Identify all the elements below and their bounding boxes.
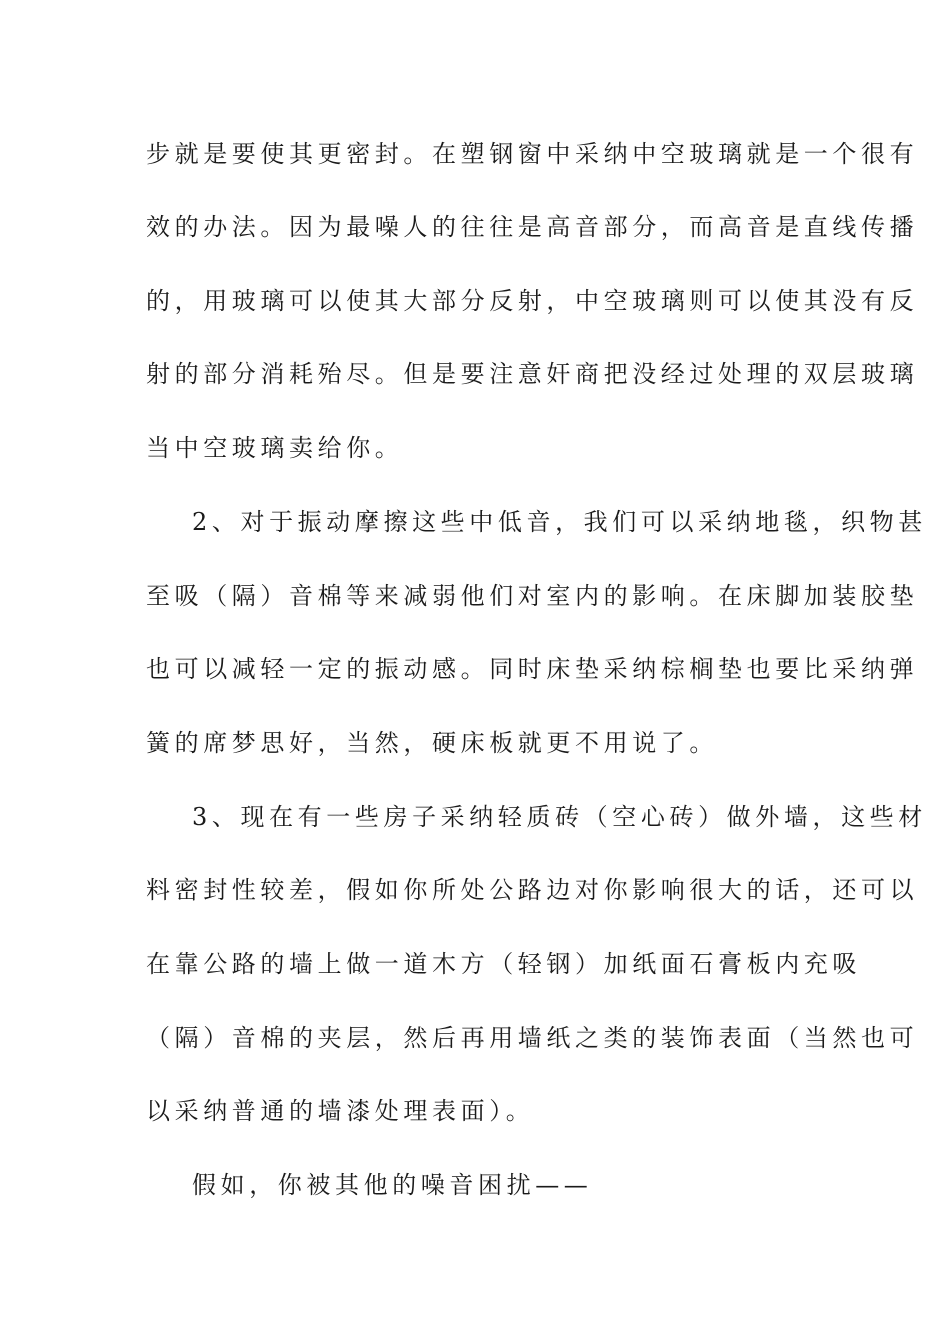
text-line: 2、对于振动摩擦这些中低音，我们可以采纳地毯，织物甚 (192, 508, 927, 536)
text-line: 步就是要使其更密封。在塑钢窗中采纳中空玻璃就是一个很有 (146, 140, 919, 168)
text-line: 至吸（隔）音棉等来减弱他们对室内的影响。在床脚加装胶垫 (146, 582, 919, 610)
text-line: 以采纳普通的墙漆处理表面）。 (146, 1097, 535, 1125)
text-line: 的，用玻璃可以使其大部分反射，中空玻璃则可以使其没有反 (146, 287, 919, 315)
text-line: 射的部分消耗殆尽。但是要注意奸商把没经过处理的双层玻璃 (146, 360, 919, 388)
text-line: 料密封性较差，假如你所处公路边对你影响很大的话，还可以 (146, 876, 919, 904)
text-line: 也可以减轻一定的振动感。同时床垫采纳棕榈垫也要比采纳弹 (146, 655, 919, 683)
text-line: 在靠公路的墙上做一道木方（轻钢）加纸面石膏板内充吸 (146, 950, 861, 978)
text-line: （隔）音棉的夹层，然后再用墙纸之类的装饰表面（当然也可 (146, 1024, 919, 1052)
text-line: 簧的席梦思好，当然，硬床板就更不用说了。 (146, 729, 718, 757)
text-line: 3、现在有一些房子采纳轻质砖（空心砖）做外墙，这些材 (192, 803, 927, 831)
text-line: 效的办法。因为最噪人的往往是高音部分，而高音是直线传播 (146, 213, 919, 241)
text-line: 假如，你被其他的噪音困扰—— (192, 1171, 593, 1199)
text-line: 当中空玻璃卖给你。 (146, 434, 404, 462)
